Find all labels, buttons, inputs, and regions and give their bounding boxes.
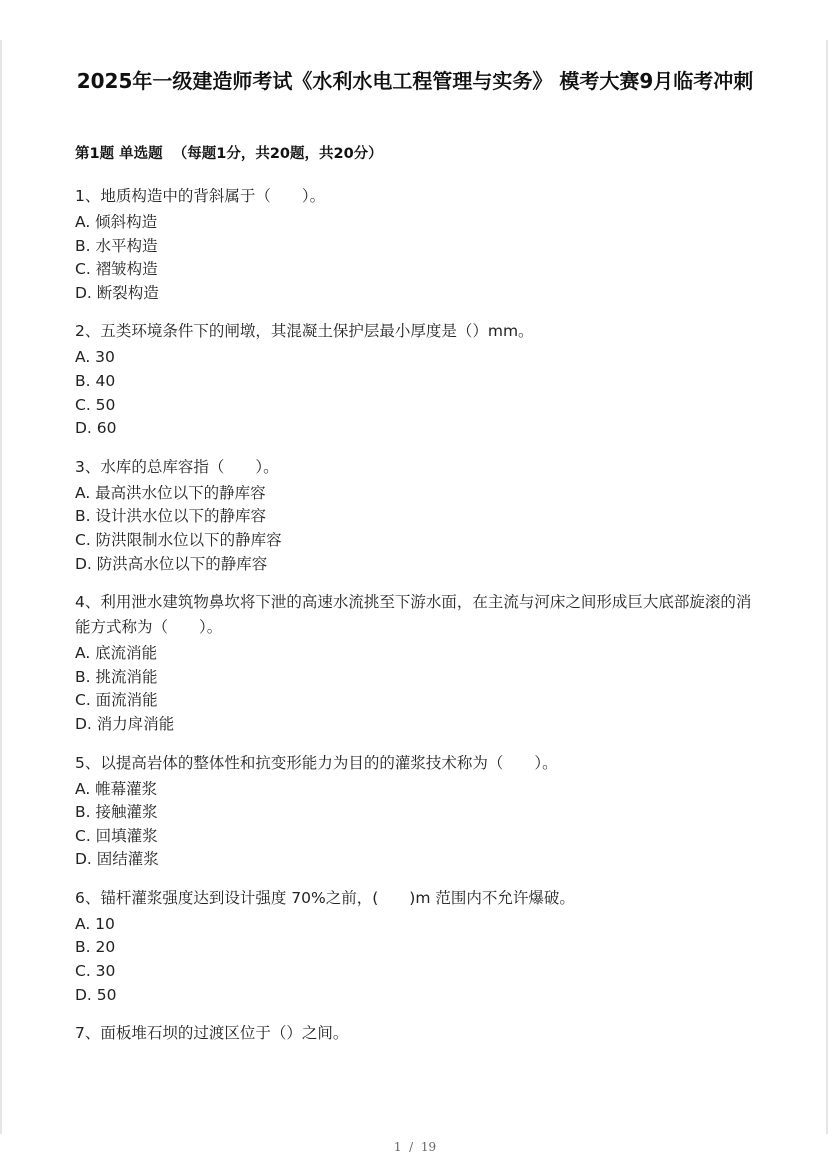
option-c: C. 50 xyxy=(75,395,116,414)
question-2 xyxy=(75,319,765,440)
option-c: C. 防洪限制水位以下的静库容 xyxy=(75,530,282,549)
question-3 xyxy=(75,455,765,576)
option-a: A. 30 xyxy=(75,348,115,367)
option-a: A. 10 xyxy=(75,914,115,933)
question-stem: 6、锚杆灌浆强度达到设计强度 70%之前，( )m 范围内不允许爆破。 xyxy=(75,888,575,907)
option-a: A. 底流消能 xyxy=(75,644,158,663)
question-7 xyxy=(75,1021,765,1046)
question-6 xyxy=(75,886,765,1007)
page-indicator: 1 / 19 xyxy=(393,1140,437,1154)
question-stem: 7、面板堆石坝的过渡区位于（）之间。 xyxy=(75,1024,349,1043)
option-d: D. 消力戽消能 xyxy=(75,714,175,733)
option-d: D. 60 xyxy=(75,419,117,438)
option-c: C. 褶皱构造 xyxy=(75,260,158,279)
option-b: B. 20 xyxy=(75,938,116,957)
question-5 xyxy=(75,751,765,872)
option-a: A. 帷幕灌浆 xyxy=(75,779,158,798)
question-stem: 4、利用泄水建筑物鼻坎将下泄的高速水流挑至下游水面，在主流与河床之间形成巨大底部旋滚的消能方式称为（ ）。 xyxy=(75,593,752,637)
question-stem: 3、水库的总库容指（ ）。 xyxy=(75,457,279,476)
option-c: C. 30 xyxy=(75,962,116,981)
option-d: D. 50 xyxy=(75,985,117,1004)
option-b: B. 水平构造 xyxy=(75,236,158,255)
option-d: D. 断裂构造 xyxy=(75,283,159,302)
option-a: A. 最高洪水位以下的静库容 xyxy=(75,483,266,502)
question-list xyxy=(75,184,765,1060)
option-a: A. 倾斜构造 xyxy=(75,213,158,231)
section-header: 第1题 单选题 （每题1分，共20题，共20分） xyxy=(75,146,383,162)
option-c: C. 回填灌浆 xyxy=(75,826,158,845)
question-stem: 2、五类环境条件下的闸墩，其混凝土保护层最小厚度是（）mm。 xyxy=(75,322,534,341)
option-d: D. 防洪高水位以下的静库容 xyxy=(75,554,268,573)
question-1 xyxy=(75,184,765,305)
document-title: 2025年一级建造师考试《水利水电工程管理与实务》 模考大赛9月临考冲刺 xyxy=(76,69,754,93)
question-stem: 5、以提高岩体的整体性和抗变形能力为目的的灌浆技术称为（ ）。 xyxy=(75,753,558,772)
option-c: C. 面流消能 xyxy=(75,691,158,710)
option-b: B. 接触灌浆 xyxy=(75,803,158,822)
question-4 xyxy=(75,590,765,736)
question-stem: 1、地质构造中的背斜属于（ ）。 xyxy=(75,187,326,205)
option-d: D. 固结灌浆 xyxy=(75,850,159,869)
option-b: B. 挑流消能 xyxy=(75,667,158,686)
option-b: B. 40 xyxy=(75,371,116,390)
option-b: B. 设计洪水位以下的静库容 xyxy=(75,507,266,526)
